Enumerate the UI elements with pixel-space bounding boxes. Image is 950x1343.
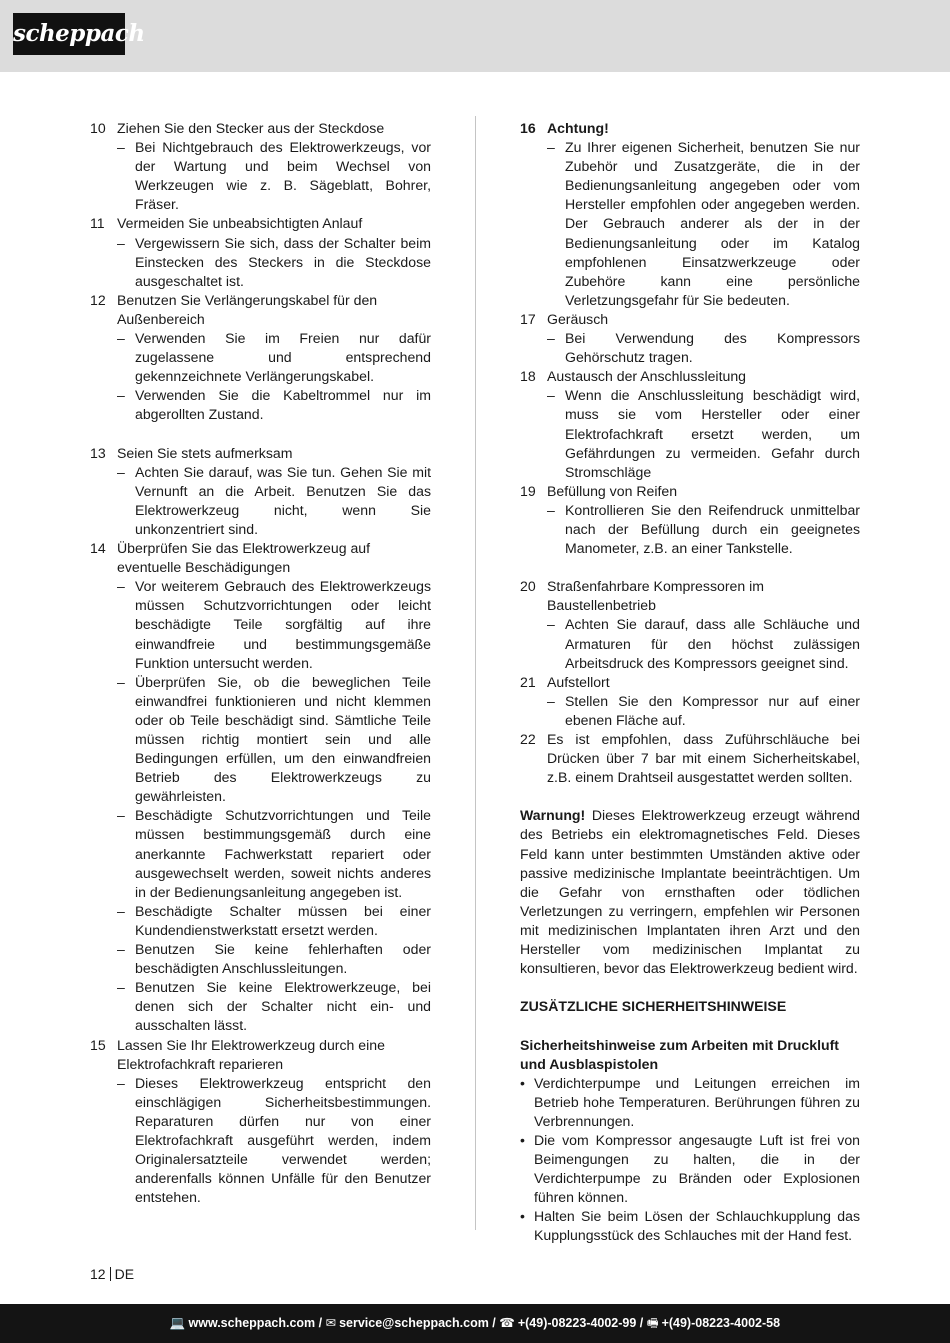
item-number: 20 (520, 578, 536, 595)
item-title: Es ist empfohlen, dass Zuführschläuche bei Drücken über 7 bar mit einem Sicherheitskabel, z.B. einem Drahtseil ausgestattet werden sollten. (547, 731, 860, 786)
dash-marker: – (117, 941, 125, 958)
warning-paragraph (520, 806, 860, 978)
dash-marker: – (547, 616, 555, 633)
item-number: 18 (520, 368, 536, 385)
footer-phone: +(49)-08223-4002-99 (517, 1316, 637, 1330)
item-title: Befüllung von Reifen (547, 482, 678, 499)
item-title: Lassen Sie Ihr Elektrowerkzeug durch eine Elektrofachkraft reparieren (117, 1036, 385, 1072)
bullet-dot: • (520, 1208, 525, 1225)
list-item-11 (90, 214, 431, 233)
list-item-14 (90, 539, 431, 577)
page-number: 12 DE (90, 1266, 135, 1282)
sub-item-text: Benutzen Sie keine fehlerhaften oder beschädigten Anschlussleitungen. (135, 941, 431, 977)
item-number: 13 (90, 444, 106, 461)
bullet-item (520, 1074, 860, 1131)
sub-item (547, 329, 860, 367)
item-title: Austausch der Anschlussleitung (547, 368, 746, 385)
dash-marker: – (547, 692, 555, 709)
list-item-18 (520, 367, 860, 386)
dash-marker: – (117, 807, 125, 824)
item-title: Vermeiden Sie unbeabsichtigten Anlauf (117, 215, 363, 232)
dash-marker: – (117, 139, 125, 156)
bullet-dot: • (520, 1074, 525, 1091)
list-item-22 (520, 730, 860, 787)
item-title: Straßenfahrbare Kompressoren im Baustellenbetrieb (547, 578, 764, 614)
list-item-10 (90, 119, 431, 138)
list-item-15 (90, 1036, 431, 1074)
dash-marker: – (117, 673, 125, 690)
compressed-air-bullets (520, 1074, 860, 1246)
sub-item (547, 138, 860, 310)
sub-item-text: Stellen Sie den Kompressor nur auf einer ebenen Fläche auf. (565, 692, 860, 728)
dash-marker: – (117, 387, 125, 404)
sub-item-text: Vergewissern Sie sich, dass der Schalter beim Einstecken des Steckers in die Steckdose ausgeschaltet ist. (135, 234, 431, 289)
sub-item (117, 673, 431, 807)
sub-item-text: Überprüfen Sie, ob die beweglichen Teile einwandfrei funktionieren und nicht klemmen oder ob Teile beschädigt sind. Sämtliche Teile müssen richtig montiert sein und alle Bedingungen erfüllen, um den einwandfreien Betrieb des Elektrowerkzeugs zu gewährleisten. (135, 673, 431, 805)
sub-item-text: Beschädigte Schutzvorrichtungen und Teile müssen bestimmungsgemäß durch eine anerkannte Fachwerkstatt repariert oder ausgewechselt werden, soweit nichts anderes in der Bedienungsanleitung angegeben ist. (135, 807, 431, 900)
item-number: 15 (90, 1036, 106, 1053)
item-number: 21 (520, 673, 536, 690)
sub-item (117, 1074, 431, 1208)
dash-marker: – (117, 234, 125, 251)
footer-email[interactable]: service@scheppach.com (339, 1316, 489, 1330)
item-number: 12 (90, 291, 106, 308)
sub-item (117, 463, 431, 539)
warning-text: Dieses Elektrowerkzeug erzeugt während des Betriebs ein elektromagnetisches Feld. Dieses Feld kann unter bestimmten Umständen aktive oder passive medizinische Implantate beeinträchtigen. Um die Gefahr von ernsthaften oder tödlichen Verletzungen zu verringern, empfehlen wir Personen mit medizinischen Implantaten ihren Arzt und den Hersteller vom medizinischen Implantat zu konsultieren, bevor das Elektrowerkzeug bedient wird. (520, 807, 860, 977)
additional-safety-heading: ZUSÄTZLICHE SICHERHEITSHINWEISE (520, 998, 787, 1015)
item-number: 22 (520, 731, 536, 747)
header-band (0, 0, 950, 72)
list-item-16 (520, 119, 860, 138)
item-number: 14 (90, 540, 106, 557)
sub-item (117, 806, 431, 901)
list-item-20 (520, 577, 860, 615)
right-numbered-list (520, 119, 860, 787)
list-item-13 (90, 444, 431, 463)
dash-marker: – (117, 463, 125, 480)
dash-marker: – (547, 387, 555, 404)
item-title: Achtung! (547, 120, 609, 136)
item-title: Geräusch (547, 310, 609, 327)
bullet-dot: • (520, 1131, 525, 1148)
dash-marker: – (117, 578, 125, 595)
sub-item (117, 138, 431, 214)
sub-item (547, 386, 860, 481)
column-divider (475, 116, 476, 1230)
item-title: Seien Sie stets aufmerksam (117, 444, 293, 461)
item-number: 19 (520, 482, 536, 499)
dash-marker: – (547, 330, 555, 347)
item-number: 17 (520, 310, 536, 327)
sub-item-text: Wenn die Anschlussleitung beschädigt wird, muss sie vom Hersteller oder einer Elektrofachkraft ersetzt werden, um Gefährdungen zu vermeiden. Gefahr durch Stromschläge (565, 387, 860, 480)
sub-item-text: Dieses Elektrowerkzeug entspricht den einschlägigen Sicherheitsbestimmungen. Reparaturen dürfen nur von einer Elektrofachkraft ausgeführt werden, indem Originalersatzteile verwendet werden; anderenfalls können Unfälle für den Benutzer entstehen. (135, 1074, 431, 1206)
left-column (90, 119, 431, 1207)
bullet-item (520, 1131, 860, 1207)
list-item-19 (520, 482, 860, 501)
scheppach-logo: scheppach (13, 13, 125, 55)
compressed-air-heading: Sicherheitshinweise zum Arbeiten mit Druckluft und Ausblaspistolen (520, 1036, 840, 1072)
list-item-12 (90, 291, 431, 329)
warning-label: Warnung! (520, 807, 586, 824)
sub-item (117, 386, 431, 424)
footer-web[interactable]: www.scheppach.com (188, 1316, 316, 1330)
sub-item (547, 615, 860, 672)
sub-item-text: Zu Ihrer eigenen Sicherheit, benutzen Sie nur Zubehör und Zusatzgeräte, die in der Bedienungsanleitung angegeben oder vom Hersteller empfohlen oder angegeben werden. Der Gebrauch anderer als der in der Bedienungsanleitung oder im Katalog empfohlenen Einsatzwerkzeuge oder Zubehöre kann eine persönliche Verletzungsgefahr für Sie bedeuten. (565, 139, 860, 308)
sub-item-text: Kontrollieren Sie den Reifendruck unmittelbar nach der Befüllung durch ein geeignetes Manometer, z.B. an einer Tankstelle. (565, 501, 860, 557)
bullet-text: Halten Sie beim Lösen der Schlauchkupplung das Kupplungsstück des Schlauches mit der Hand fest. (534, 1208, 860, 1244)
footer-band: 💻 www.scheppach.com / ✉ service@scheppach.com / ☎ +(49)-08223-4002-99 / 🖷 +(49)-08223-4002-58 (0, 1304, 950, 1343)
sub-item-text: Achten Sie darauf, was Sie tun. Gehen Sie mit Vernunft an die Arbeit. Benutzen Sie das Elektrowerkzeug nicht, wenn Sie unkonzentriert sind. (135, 463, 431, 537)
sub-item-text: Verwenden Sie die Kabeltrommel nur im abgerollten Zustand. (135, 387, 431, 423)
item-number: 16 (520, 120, 536, 136)
item-number: 10 (90, 120, 106, 136)
computer-icon: 💻 (169, 1316, 186, 1330)
sub-item-text: Bei Verwendung des Kompressors Gehörschutz tragen. (565, 330, 860, 366)
sub-item (117, 577, 431, 672)
sub-item (117, 329, 431, 386)
dash-marker: – (117, 330, 125, 347)
sub-item (117, 902, 431, 940)
sub-item (117, 940, 431, 978)
sub-item (547, 692, 860, 730)
sub-item-text: Beschädigte Schalter müssen bei einer Kundendienstwerkstatt ersetzt werden. (135, 902, 431, 938)
sub-item (547, 501, 860, 558)
item-title: Benutzen Sie Verlängerungskabel für den Außenbereich (117, 291, 378, 327)
item-title: Aufstellort (547, 673, 610, 690)
list-item-17 (520, 310, 860, 329)
bullet-item (520, 1207, 860, 1245)
fax-icon: 🖷 (646, 1316, 659, 1330)
sub-item (117, 978, 431, 1035)
list-item-21 (520, 673, 860, 692)
dash-marker: – (117, 902, 125, 919)
sub-item-text: Achten Sie darauf, dass alle Schläuche und Armaturen für den höchst zulässigen Arbeitsdruck des Kompressors geeignet sind. (565, 616, 860, 671)
bullet-text: Verdichterpumpe und Leitungen erreichen im Betrieb hohe Temperaturen. Berührungen führen zu Verbrennungen. (534, 1074, 860, 1129)
sub-item (117, 234, 431, 291)
dash-marker: – (117, 1074, 125, 1091)
right-column (520, 119, 860, 1246)
item-title: Ziehen Sie den Stecker aus der Steckdose (117, 120, 385, 136)
phone-icon: ☎ (499, 1316, 515, 1330)
dash-marker: – (117, 979, 125, 996)
sub-item-text: Verwenden Sie im Freien nur dafür zugelassene und entsprechend gekennzeichnete Verlängerungskabel. (135, 330, 431, 385)
footer-fax: +(49)-08223-4002-58 (661, 1316, 781, 1330)
sub-item-text: Vor weiterem Gebrauch des Elektrowerkzeugs müssen Schutzvorrichtungen oder leicht beschädigte Teile sorgfältig auf ihre einwandfreie und bestimmungsgemäße Funktion untersucht werden. (135, 578, 431, 671)
dash-marker: – (547, 139, 555, 156)
sub-item-text: Benutzen Sie keine Elektrowerkzeuge, bei denen sich der Schalter nicht ein- und ausschalten lässt. (135, 979, 431, 1034)
sub-item-text: Bei Nichtgebrauch des Elektrowerkzeugs, vor der Wartung und beim Wechsel von Werkzeugen wie z. B. Sägeblatt, Bohrer, Fräser. (135, 139, 431, 213)
item-number: 11 (90, 215, 105, 232)
bullet-text: Die vom Kompressor angesaugte Luft ist frei von Beimengungen zu halten, die in der Verdichterpumpe zu Bränden oder Explosionen führen können. (534, 1131, 860, 1206)
mail-icon: ✉ (325, 1316, 337, 1330)
item-title: Überprüfen Sie das Elektrowerkzeug auf eventuelle Beschädigungen (117, 540, 371, 576)
dash-marker: – (547, 501, 555, 518)
